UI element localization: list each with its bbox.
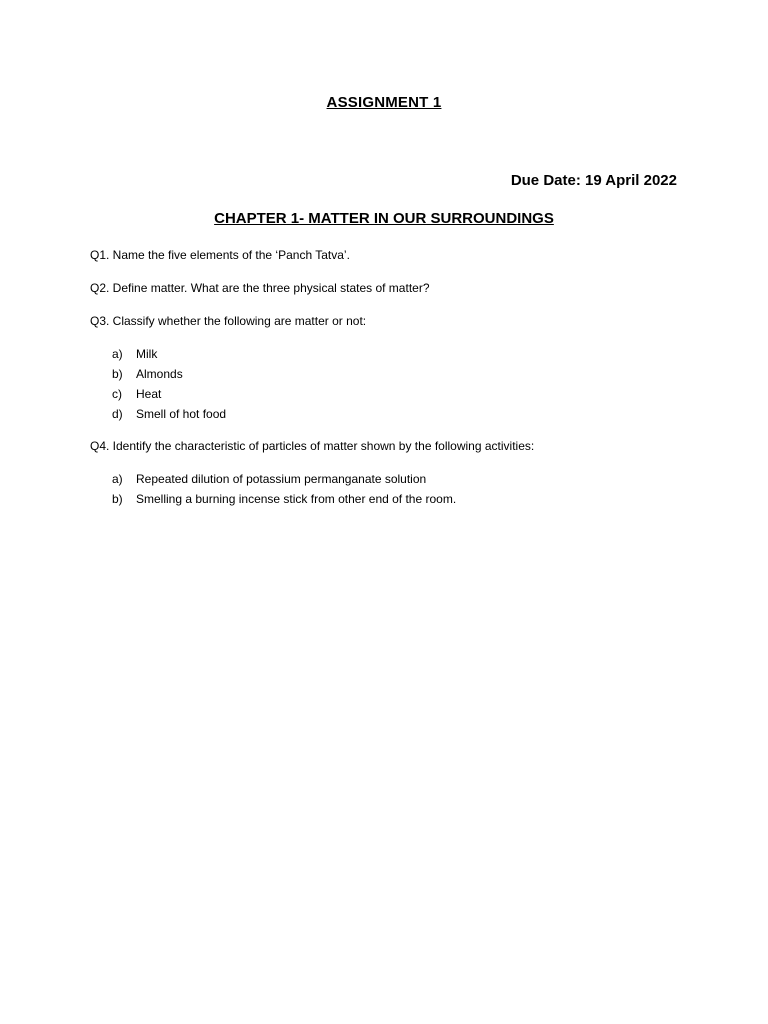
list-item — [112, 406, 226, 426]
list-item-text: Smelling a burning incense stick from other end of the room. — [136, 492, 457, 506]
list-marker: b) — [112, 492, 123, 506]
list-item-text: Heat — [136, 387, 162, 401]
question-1: Q1. Name the five elements of the ‘Panch Tatva’. — [90, 248, 350, 262]
list-marker: a) — [112, 472, 123, 486]
question-2: Q2. Define matter. What are the three physical states of matter? — [90, 281, 430, 295]
list-item — [112, 471, 456, 491]
list-item-text: Smell of hot food — [136, 407, 227, 421]
list-item — [112, 346, 226, 366]
list-item-text: Almonds — [136, 367, 183, 381]
question-3-options — [112, 346, 226, 426]
list-marker: a) — [112, 347, 123, 361]
question-4-options — [112, 471, 456, 511]
list-item — [112, 366, 226, 386]
chapter-heading: CHAPTER 1- MATTER IN OUR SURROUNDINGS — [214, 210, 554, 227]
question-4: Q4. Identify the characteristic of particles of matter shown by the following activities: — [90, 439, 535, 453]
list-marker: c) — [112, 387, 122, 401]
list-item — [112, 386, 226, 406]
list-item-text: Repeated dilution of potassium permanganate solution — [136, 472, 427, 486]
list-marker: d) — [112, 407, 123, 421]
due-date: Due Date: 19 April 2022 — [510, 172, 677, 189]
question-3: Q3. Classify whether the following are matter or not: — [90, 314, 367, 328]
list-marker: b) — [112, 367, 123, 381]
assignment-title: ASSIGNMENT 1 — [326, 94, 442, 111]
list-item — [112, 491, 456, 511]
list-item-text: Milk — [136, 347, 158, 361]
